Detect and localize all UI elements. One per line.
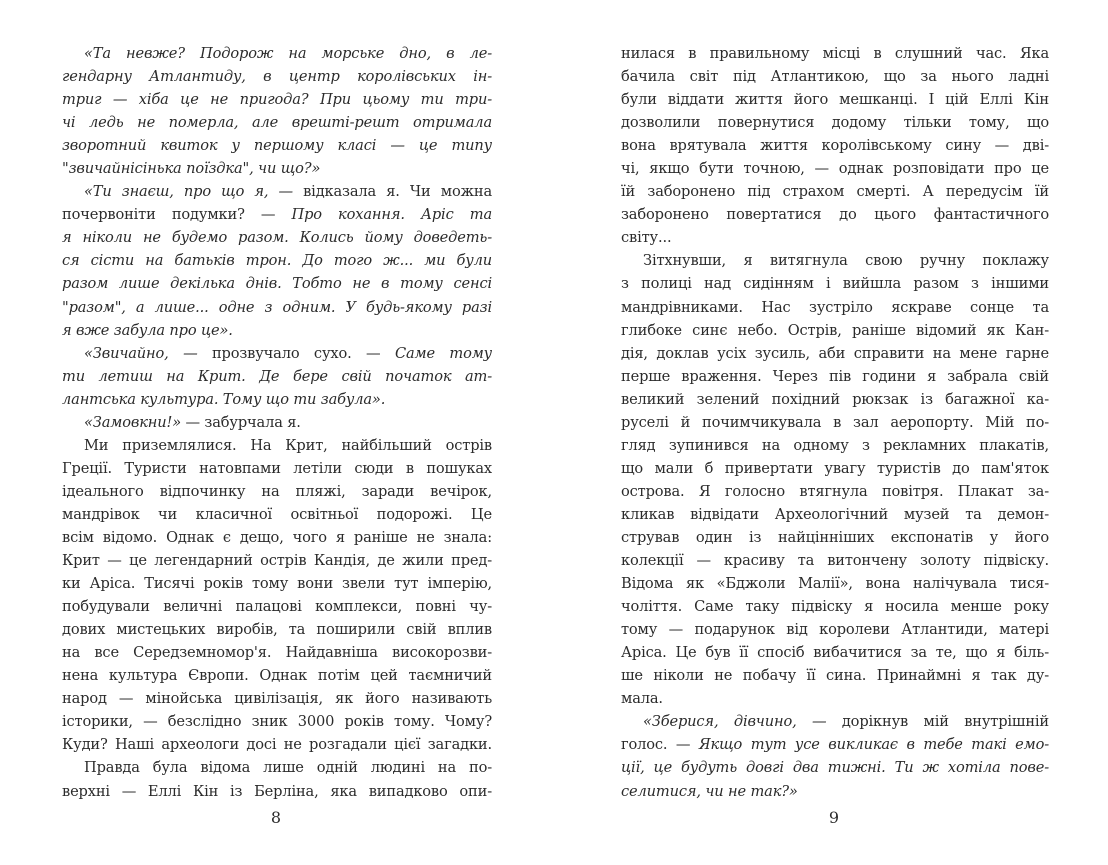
text-segment: відказала я. Чи можна [303,183,493,201]
italic-segment: «Ти знаєш, про що я, — [84,183,304,201]
text-line [621,733,1049,756]
text-segment: тому — подарунок від королеви Атлантиди, матері [621,621,1049,639]
italic-segment: «Та невже? Подорож на морське дно, в ле- [84,45,492,62]
text-line [62,618,492,641]
text-line [621,272,1049,295]
text-line [62,319,492,342]
text-segment: Куди? Наші археологи досі не розгадали цієї загадки. [62,736,492,754]
text-segment: їй заборонено під страхом смерті. А передусім їй [621,183,1049,201]
italic-segment: ся сісти на батьків трон. До того ж... ми були [62,252,492,270]
text-segment: чоліття. Саме таку підвіску я носила менше року [621,598,1049,616]
text-segment: Відома як «Бджоли Малії», вона налічувала тися- [621,575,1049,593]
text-segment: дорікнув мій внутрішній [841,713,1049,731]
text-line [621,618,1049,641]
text-segment: Ми приземлялися. На Крит, найбільший острів [84,436,492,454]
italic-segment: Саме тому [394,344,492,362]
text-line [62,664,492,687]
text-segment: колекції — красиву та витончену золоту підвіску. [621,552,1049,570]
text-line [621,664,1049,687]
italic-segment: я вже забула про це». [62,321,233,339]
text-segment: гляд зупинився на одному з рекламних плакатів, [621,436,1049,454]
text-segment: стрував один із найцінніших експонатів у його [621,528,1049,546]
text-segment: Аріса. Це був її спосіб вибачитися за те, що я біль- [621,644,1049,662]
text-segment: Греції. Туристи натовпами летіли сюди в пошуках [62,459,492,477]
text-line [62,710,492,733]
text-segment: народ — мінойська цивілізація, як його називають [62,690,492,708]
text-line [621,226,1049,249]
text-segment: нена культура Європи. Однак потім цей таємничий [62,667,492,685]
text-segment: ки Аріса. Тисячі років тому вони звели тут імперію, [62,575,492,593]
text-line [62,411,492,434]
text-line [62,641,492,664]
text-line [621,595,1049,618]
text-line [62,134,492,157]
italic-segment: ції, це будуть довгі два тижні. Ти ж хотіла пове- [621,759,1049,777]
italic-segment: «Замовкни!» [84,413,181,431]
text-segment: чі, якщо бути точною, — однак розповідати про це [621,160,1049,178]
text-line [62,249,492,272]
italic-segment: чі ледь не померла, але врешті-решт отримала [62,114,492,132]
text-segment: верхні — Еллі Кін із Берліна, яка випадково опи- [62,782,492,800]
text-segment: були віддати життя його мешканці. І цій Еллі Кін [621,91,1049,109]
text-segment: мандрівниками. Нас зустріло яскраве сонце та [621,298,1049,316]
text-line [62,549,492,572]
text-line [62,687,492,710]
text-line [621,319,1049,342]
italic-segment: зворотний квиток у першому класі — це типу [62,137,492,155]
text-segment: почервоніти подумки? — [62,206,292,224]
text-segment: Крит — це легендарний острів Кандія, де жили пред- [62,552,492,570]
text-segment: що мали б привертати увагу туристів до пам'яток [621,459,1049,477]
text-segment: побудували величні палацові комплекси, повні чу- [62,598,492,616]
text-segment: ідеального відпочинку на пляжі, заради вечірок, [62,482,492,500]
text-line [621,526,1049,549]
text-line [621,111,1049,134]
text-line [62,272,492,295]
text-segment: вона врятувала життя королівському сину — дві- [621,137,1049,155]
text-line [621,457,1049,480]
italic-segment: ти летиш на Крит. Де бере свій початок ат- [62,367,492,385]
text-segment: великий зелений похідний рюкзак із багажної ка- [621,390,1049,408]
text-line [62,296,492,319]
text-segment: світу... [621,229,672,247]
text-line [621,434,1049,457]
text-line [621,388,1049,411]
text-line [62,365,492,388]
text-line [621,203,1049,226]
text-line [62,526,492,549]
text-line [621,88,1049,111]
text-segment: острова. Я голосно втягнула повітря. Плакат за- [621,482,1049,500]
text-line [62,503,492,526]
italic-segment: Якщо тут усе викликає в тебе такі емо- [698,736,1049,754]
text-line [62,480,492,503]
text-segment: дозволили повернутися додому тільки тому, що [621,114,1049,132]
text-line [621,365,1049,388]
text-line [621,342,1049,365]
text-line [621,572,1049,595]
text-line [62,780,492,803]
text-segment: перше враження. Через пів години я забрала свій [621,367,1049,385]
text-segment: дових мистецьких виробів, та поширили свій вплив [62,621,492,639]
text-line [62,157,492,180]
text-line [621,180,1049,203]
text-line [62,180,492,203]
text-segment: прозвучало сухо. — [211,344,395,362]
italic-segment: «Зберися, дівчино, — [643,713,842,731]
text-segment: бачила світ під Атлантикою, що за нього ладні [621,68,1049,86]
text-line [621,411,1049,434]
text-line [621,780,1049,803]
text-line [62,595,492,618]
text-segment: Зітхнувши, я витягнула свою ручну поклажу [643,252,1049,270]
text-segment: мала. [621,690,663,708]
page-number-left: 8 [270,808,282,827]
text-line [62,457,492,480]
text-segment: на все Середземномор'я. Найдавніша високорозви- [62,644,492,662]
text-segment: руселі й почимчикувала в зал аеропорту. Мій по- [621,413,1049,431]
italic-segment: "разом", а лише... одне з одним. У будь-якому разі [62,298,492,316]
text-segment: всім відомо. Однак є дещо, чого я раніше не знала: [62,528,492,546]
text-segment: дія, доклав усіх зусиль, аби справити на мене гарне [621,344,1049,362]
text-line [62,733,492,756]
text-line [62,756,492,779]
text-line [621,480,1049,503]
text-line [62,342,492,365]
text-segment: Правда була відома лише одній людині на по- [84,759,492,777]
text-segment: заборонено повертатися до цього фантастичного [621,206,1049,224]
text-segment: ше ніколи не побачу її сина. Принаймні я так ду- [621,667,1049,685]
italic-segment: разом лише декілька днів. Тобто не в тому сенсі [62,275,492,293]
text-segment: нилася в правильному місці в слушний час. Яка [621,45,1049,62]
text-line [621,503,1049,526]
text-line [621,65,1049,88]
text-line [621,756,1049,779]
text-line [62,434,492,457]
text-line [62,572,492,595]
italic-segment: я ніколи не будемо разом. Колись йому доведеть- [62,229,492,247]
italic-segment: триг — хіба це не пригода? При цьому ти три- [62,91,492,109]
text-segment: мандрівок чи класичної освітньої подорожі. Це [62,505,492,523]
text-line [62,226,492,249]
text-line [62,111,492,134]
italic-segment: «Звичайно, — [84,344,212,362]
text-segment: кликав відвідати Археологічний музей та демон- [621,505,1049,523]
text-line [62,388,492,411]
italic-segment: "звичайнісінька поїздка", чи що?» [62,160,321,178]
text-line [621,134,1049,157]
right-page-text [621,42,1049,803]
text-line [62,88,492,111]
text-line [62,65,492,88]
text-line [621,157,1049,180]
text-segment: глибоке синє небо. Острів, раніше відомий як Кан- [621,321,1049,339]
text-segment: — забурчала я. [180,413,301,431]
italic-segment: лантська культура. Тому що ти забула». [62,390,386,408]
page-number-right: 9 [828,808,840,827]
text-segment: з полиці над сидінням і вийшла разом з іншими [621,275,1049,293]
italic-segment: селитися, чи не так?» [621,782,798,800]
left-page-text [62,42,492,803]
italic-segment: гендарну Атлантиду, в центр королівських ін- [62,68,492,86]
text-line [621,641,1049,664]
text-segment: історики, — безслідно зник 3000 років тому. Чому? [62,713,492,731]
text-line [621,687,1049,710]
text-line [621,42,1049,65]
text-line [621,249,1049,272]
text-line [621,710,1049,733]
text-line [621,549,1049,572]
text-line [62,42,492,65]
text-segment: голос. — [621,736,699,754]
text-line [62,203,492,226]
text-line [621,296,1049,319]
italic-segment: Про кохання. Аріс та [291,206,492,224]
